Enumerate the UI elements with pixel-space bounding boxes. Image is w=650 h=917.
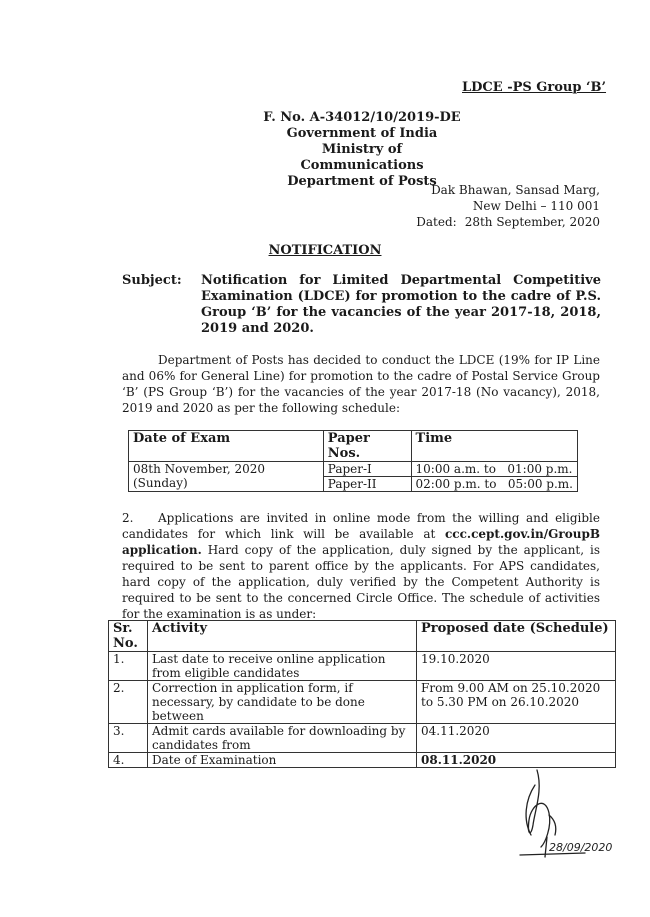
activity-cell: Last date to receive online application from eligible candidates (148, 652, 417, 681)
file-number: F. No. A-34012/10/2019-DE (263, 110, 461, 125)
table-row (129, 462, 578, 477)
date-cell: 08.11.2020 (417, 753, 616, 768)
sr-cell: 2. (109, 681, 148, 724)
signature-date: 28/09/2020 (549, 841, 613, 854)
time-cell: 10:00 a.m. to 01:00 p.m. (411, 462, 577, 477)
paragraph-1: Department of Posts has decided to conduct the LDCE (19% for IP Line and 06% for General Line) for promotion to the cadre of Postal Service Group ‘B’ (PS Group ‘B’) for the vacancies of the year 2017-18 (No vacancy), 2018, 2019 and 2020 as per the following schedule: (122, 353, 600, 415)
table-row (109, 681, 616, 724)
column-header: Paper Nos. (323, 431, 411, 462)
paper-cell: Paper-II (323, 477, 411, 492)
application-link[interactable]: ccc.cept.gov.in/GroupB application. (122, 527, 600, 557)
date-cell: From 9.00 AM on 25.10.2020 to 5.30 PM on 26.10.2020 (417, 681, 616, 724)
address-line-1: Dak Bhawan, Sansad Marg, (431, 183, 600, 197)
paper-cell: Paper-I (323, 462, 411, 477)
column-header: Date of Exam (129, 431, 324, 462)
sr-cell: 4. (109, 753, 148, 768)
activity-cell: Admit cards available for downloading by candidates from (148, 724, 417, 753)
date-cell: 19.10.2020 (417, 652, 616, 681)
exam-date-cell: 08th November, 2020 (Sunday) (129, 462, 324, 492)
dated-label: Dated: (416, 215, 457, 229)
address-block (380, 182, 600, 230)
paragraph-number: 2. (122, 511, 134, 525)
paragraph-2-text-b: Hard copy of the application, duly signed by the applicant, is required to be sent to parent office by the applicants. For APS candidates, hard copy of the application, duly verified by the Competent Authority is required to be sent to the concerned Circle Office. The schedule of activities for the examination is as under: (122, 543, 600, 621)
activity-cell: Date of Examination (148, 753, 417, 768)
paragraph-2-text-a: Applications are invited in online mode from the willing and eligible candidates for which link will be available at (122, 511, 600, 541)
column-header: Sr. No. (109, 621, 148, 652)
department-name: Department of Posts (287, 174, 437, 189)
signature (505, 765, 615, 865)
time-cell: 02:00 p.m. to 05:00 p.m. (411, 477, 577, 492)
document-tag: LDCE -PS Group ‘B’ (462, 80, 607, 95)
column-header: Activity (148, 621, 417, 652)
table-row (109, 724, 616, 753)
paragraph-2 (122, 510, 600, 622)
dated-value: 28th September, 2020 (464, 215, 600, 229)
sr-cell: 3. (109, 724, 148, 753)
ministry-name: Ministry of Communications (300, 142, 424, 173)
subject-label: Subject: (122, 273, 182, 288)
column-header: Time (411, 431, 577, 462)
activity-schedule-table (108, 620, 616, 768)
activity-cell: Correction in application form, if necessary, by candidate to be done between (148, 681, 417, 724)
table-row (109, 652, 616, 681)
address-line-2: New Delhi – 110 001 (472, 199, 600, 213)
government-name: Government of India (286, 126, 438, 141)
table-header-row (109, 621, 616, 652)
table-header-row (129, 431, 578, 462)
notification-title: NOTIFICATION (268, 243, 382, 258)
document-header (262, 110, 462, 190)
dated-line (380, 214, 600, 230)
exam-schedule-table (128, 430, 578, 492)
date-cell: 04.11.2020 (417, 724, 616, 753)
subject-text: Notification for Limited Departmental Competitive Examination (LDCE) for promotion to the cadre of P.S. Group ‘B’ for the vacancies of the year 2017-18, 2018, 2019 and 2020. (201, 273, 601, 336)
sr-cell: 1. (109, 652, 148, 681)
column-header: Proposed date (Schedule) (417, 621, 616, 652)
